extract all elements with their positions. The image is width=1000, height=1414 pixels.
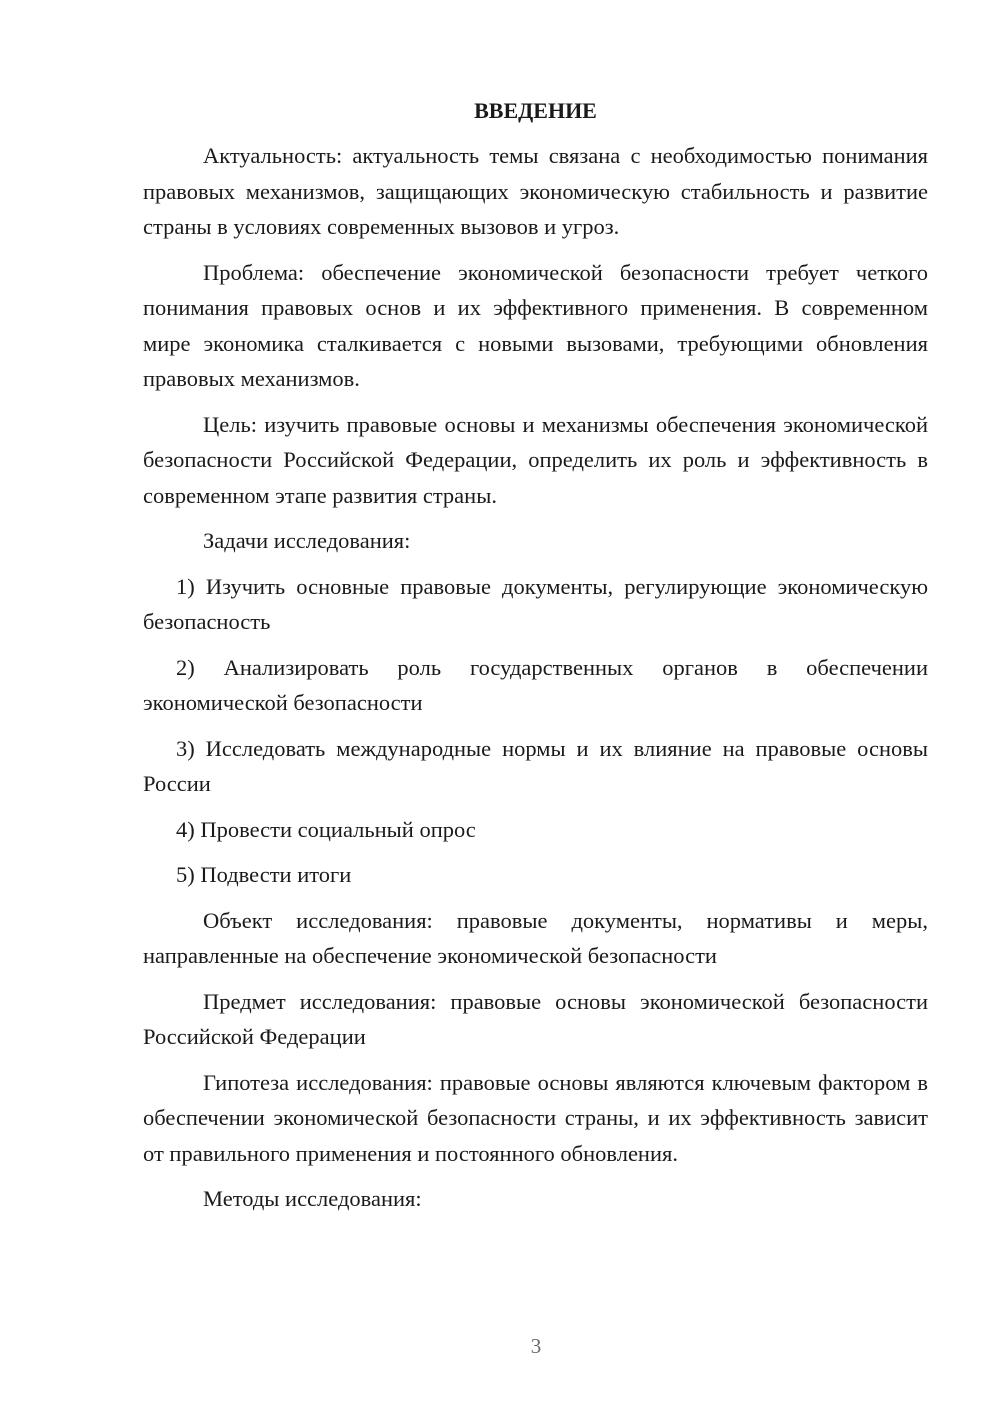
- section-title: ВВЕДЕНИЕ: [474, 98, 597, 123]
- methods-heading: Методы исследования:: [203, 1186, 422, 1211]
- relevance-paragraph: Актуальность: актуальность темы связана с необходимостью понимания правовых механизмов, защищающих экономическую стабильность и развитие страны в условиях современных вызовов и угроз.: [143, 143, 928, 239]
- page-number: 3: [530, 1334, 542, 1358]
- task-item: 2) Анализировать роль государственных органов в обеспечении экономической безопасности: [143, 654, 928, 715]
- task-item: 1) Изучить основные правовые документы, регулирующие экономическую безопасность: [143, 573, 928, 634]
- task-item: 4) Провести социальный опрос: [176, 816, 476, 842]
- task-item: 5) Подвести итоги: [176, 862, 352, 887]
- problem-paragraph: Проблема: обеспечение экономической безопасности требует четкого понимания правовых основ и их эффективного применения. В современном мире экономика сталкивается с новыми вызовами, требующими обновления правовых механизмов.: [143, 259, 928, 391]
- goal-paragraph: Цель: изучить правовые основы и механизмы обеспечения экономической безопасности Российской Федерации, определить их роль и эффективность в современном этапе развития страны.: [143, 411, 928, 508]
- tasks-heading: Задачи исследования:: [203, 528, 411, 553]
- hypothesis-paragraph: Гипотеза исследования: правовые основы являются ключевым фактором в обеспечении экономической безопасности страны, и их эффективность зависит от правильного применения и постоянного обновления.: [143, 1069, 928, 1166]
- page-content: [143, 96, 928, 1227]
- task-item: 3) Исследовать международные нормы и их влияние на правовые основы России: [143, 735, 928, 796]
- subject-paragraph: Предмет исследования: правовые основы экономической безопасности Российской Федерации: [143, 988, 928, 1049]
- object-paragraph: Объект исследования: правовые документы, нормативы и меры, направленные на обеспечение экономической безопасности: [143, 907, 928, 968]
